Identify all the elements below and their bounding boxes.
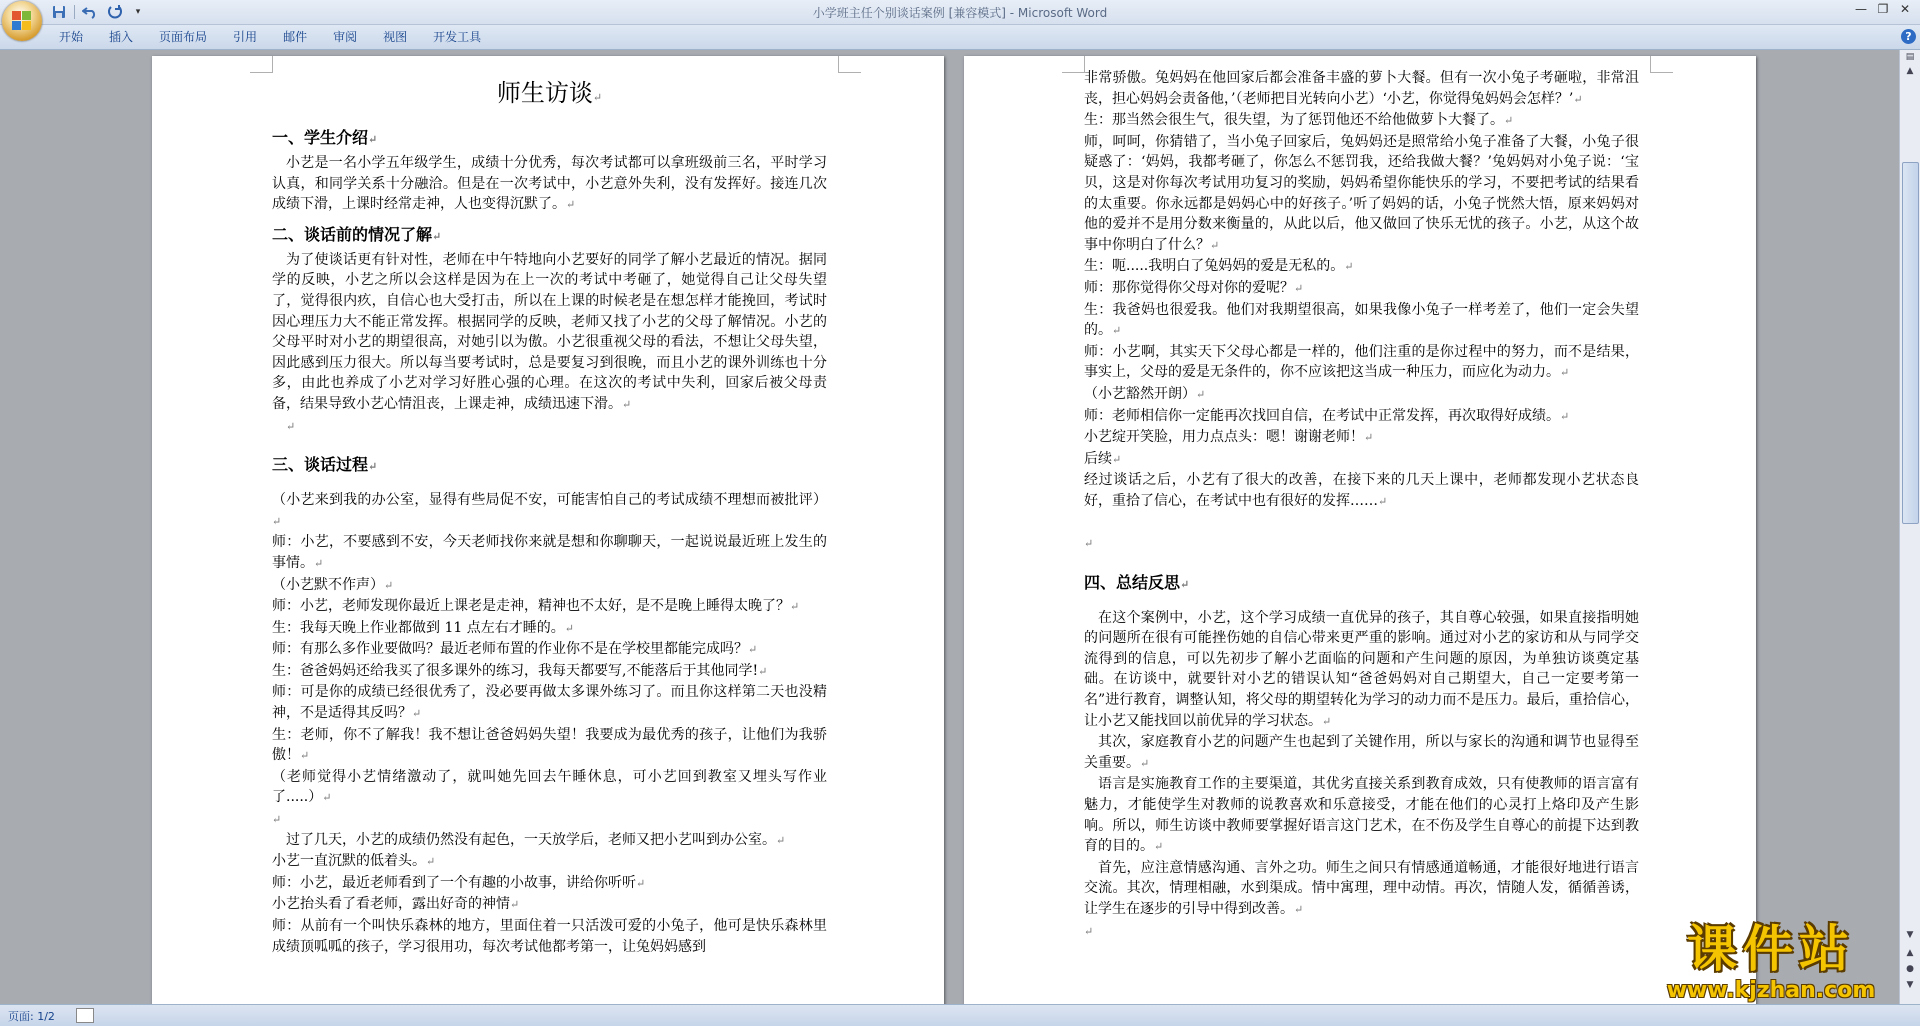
dialog-line: 师：小艺，最近老师看到了一个有趣的小故事，讲给你听听↵	[272, 874, 646, 891]
next-page-icon[interactable]: ▼	[1906, 980, 1914, 990]
previous-page-icon[interactable]: ▲	[1906, 948, 1914, 958]
page-2-content	[1084, 68, 1639, 941]
scroll-up-icon[interactable]: ▲	[1906, 66, 1914, 76]
margin-corner-mark	[1650, 56, 1673, 73]
dialog-line: 师：那你觉得你父母对你的爱呢？↵	[1084, 279, 1304, 296]
dialog-line: 师：小艺，不要感到不安，今天老师找你来就是想和你聊聊天，一起说说最近班上发生的事情。↵	[272, 534, 827, 571]
dialog-line: 生：我每天晚上作业都做到 11 点左右才睡的。↵	[272, 619, 574, 636]
minimize-button[interactable]: —	[1855, 2, 1867, 16]
spacer	[1084, 554, 1639, 564]
section-heading: 二、谈话前的情况了解↵	[272, 224, 442, 244]
document-page-1[interactable]	[152, 56, 944, 1006]
ribbon-tab[interactable]: 审阅	[333, 30, 358, 44]
section-heading: 四、总结反思↵	[1084, 572, 1190, 592]
ruler-toggle-icon[interactable]: ▤	[1905, 52, 1915, 62]
spacer	[272, 480, 827, 490]
ribbon-tab[interactable]: 视图	[383, 30, 408, 44]
dialog-line: 生：我爸妈也很爱我。他们对我期望很高，如果我像小兔子一样考差了，他们一定会失望的。↵	[1084, 301, 1639, 339]
section-heading: 一、学生介绍↵	[272, 128, 378, 147]
watermark-url: www.kjzhan.com	[1666, 978, 1876, 1003]
paragraph: 非常骄傲。兔妈妈在他回家后都会准备丰盛的萝卜大餐。但有一次小兔子考砸啦，非常沮丧，担心妈妈会责备他，’（老师把目光转向小艺）‘小艺，你觉得兔妈妈会怎样？’↵	[1084, 70, 1639, 107]
spacer	[1084, 598, 1639, 608]
save-icon[interactable]	[50, 3, 68, 21]
watermark-logo	[1646, 920, 1896, 1010]
dialog-line: 小艺一直沉默的低着头。↵	[272, 853, 436, 870]
margin-corner-mark	[1062, 56, 1085, 73]
paragraph: 其次，家庭教育小艺的问题产生也起到了关键作用，所以与家长的沟通和调节也显得至关重要。↵	[1084, 734, 1639, 771]
customize-qat-button[interactable]: ▾	[135, 7, 141, 17]
help-icon[interactable]: ?	[1901, 29, 1916, 44]
page-1-content	[272, 70, 827, 957]
dialog-line: 师：小艺，老师发现你最近上课老是走神，精神也不太好，是不是晚上睡得太晚了？↵	[272, 598, 800, 615]
window-controls	[1850, 0, 1916, 18]
dialog-line: 师：小艺啊，其实天下父母心都是一样的，他们注重的是你过程中的努力，而不是结果，事实上，父母的爱是无条件的，你不应该把这当成一种压力，而应化为动力。↵	[1084, 343, 1639, 381]
section-heading: 三、谈话过程↵	[272, 455, 378, 475]
dialog-line: 小艺抬头看了看老师，露出好奇的神情↵	[272, 896, 520, 913]
scrollbar-thumb[interactable]	[1902, 162, 1919, 524]
document-title: 师生访谈↵	[496, 79, 603, 107]
ribbon-tab-bar	[0, 25, 1920, 50]
dialog-line: 经过谈话之后，小艺有了很大的改善，在接下来的几天上课中，老师都发现小艺状态良好，重拾了信心，在考试中也有很好的发挥……↵	[1084, 472, 1639, 509]
dialog-line: 师，呵呵，你猜错了，当小兔子回家后，兔妈妈还是照常给小兔子准备了大餐，小兔子很疑惑了：‘妈妈，我都考砸了，你怎么不惩罚我，还给我做大餐？’兔妈妈对小兔子说：‘宝贝，这是对你每次考试用功复习的奖励，妈妈希望你能快乐的学习，不要把考试的结果看的太重要。你永远都是妈妈心中的好孩子。’听了妈妈的话，小兔子恍然大悟，原来妈妈对他的爱并不是用分数来衡量的，从此以后，他又做回了快乐无忧的孩子。小艺，从这个故事中你明白了什么？↵	[1084, 133, 1639, 253]
scroll-down-icon[interactable]: ▼	[1906, 930, 1914, 940]
paragraph: 首先，应注意情感沟通、言外之功。师生之间只有情感通道畅通，才能很好地进行语言交流。其次，情理相融，水到渠成。情中寓理，理中动情。再次，情随人发，循循善诱，让学生在逐步的引导中得到改善。↵	[1084, 859, 1639, 917]
title-bar	[0, 0, 1920, 25]
dialog-line: （老师觉得小艺情绪激动了，就叫她先回去午睡休息，可小艺回到教室又埋头写作业了.....）↵	[272, 768, 827, 806]
dialog-line: 后续↵	[1084, 450, 1122, 467]
empty-paragraph: ↵	[272, 813, 282, 827]
redo-icon[interactable]	[105, 3, 123, 21]
dialog-line: （小艺豁然开朗）↵	[1084, 385, 1206, 402]
document-page-2[interactable]	[964, 56, 1756, 1006]
ribbon-tabs	[46, 25, 494, 49]
dialog-line: 师：有那么多作业要做吗？最近老师布置的作业你不是在学校里都能完成吗？↵	[272, 641, 758, 658]
ribbon-tab[interactable]: 邮件	[283, 30, 308, 44]
spacer	[272, 436, 827, 446]
dialog-line: 师：老师相信你一定能再次找回自信，在考试中正常发挥，再次取得好成绩。↵	[1084, 407, 1570, 424]
empty-paragraph	[1084, 512, 1639, 533]
ribbon-tab[interactable]: 引用	[233, 30, 258, 44]
dialog-line: 师：可是你的成绩已经很优秀了，没必要再做太多课外练习了。而且你这样第二天也没精神，不是适得其反吗？↵	[272, 684, 827, 722]
undo-icon[interactable]	[81, 3, 99, 21]
window-title: 小学班主任个别谈话案例 [兼容模式] - Microsoft Word	[812, 6, 1108, 20]
document-area	[0, 50, 1900, 1004]
macro-record-icon[interactable]	[76, 1008, 94, 1023]
quick-access-toolbar	[50, 3, 147, 21]
empty-paragraph: ↵	[1084, 924, 1094, 938]
select-browse-object-icon[interactable]: ●	[1906, 964, 1914, 974]
paragraph: 语言是实施教育工作的主要渠道，其优劣直接关系到教育成效，只有使教师的语言富有魅力，才能使学生对教师的说教喜欢和乐意接受，才能在他们的心灵打上烙印及产生影响。所以，师生访谈中教师要掌握好语言这门艺术，在不伤及学生自尊心的前提下达到教育的目的。↵	[1084, 776, 1639, 855]
margin-corner-mark	[838, 56, 861, 73]
paragraph: 过了几天，小艺的成绩仍然没有起色，一天放学后，老师又把小艺叫到办公室。↵	[286, 831, 786, 848]
office-button[interactable]	[2, 1, 42, 41]
office-logo-icon	[12, 11, 32, 31]
dialog-line: 生：那当然会很生气，很失望，为了惩罚他还不给他做萝卜大餐了。↵	[1084, 112, 1514, 129]
dialog-line: （小艺默不作声）↵	[272, 576, 394, 593]
paragraph: 小艺是一名小学五年级学生，成绩十分优秀，每次考试都可以拿班级前三名，平时学习认真，和同学关系十分融洽。但是在一次考试中，小艺意外失利，没有发挥好。接连几次成绩下滑，上课时经常走神，人也变得沉默了。↵	[272, 155, 827, 213]
dialog-line: 小艺绽开笑脸，用力点点头：嗯！谢谢老师！↵	[1084, 429, 1374, 446]
dialog-line: 生：呃.....我明白了兔妈妈的爱是无私的。↵	[1084, 258, 1354, 275]
status-bar	[0, 1004, 1920, 1026]
restore-button[interactable]: ❐	[1877, 2, 1889, 16]
vertical-scrollbar[interactable]	[1899, 50, 1920, 1004]
paragraph: 在这个案例中，小艺，这个学习成绩一直优异的孩子，其自尊心较强，如果直接指明她的问题所在很有可能挫伤她的自信心带来更严重的影响。通过对小艺的家访和从与同学交流得到的信息，可以先初步了解小艺面临的问题和产生问题的原因，为单独访谈奠定基础。在访谈中，就要针对小艺的错误认知“爸爸妈妈对自己期望大，自己一定要考第一名”进行教育，调整认知，将父母的期望转化为学习的动力而不是压力。最后，重拾信心，让小艺又能找回以前优异的学习状态。↵	[1084, 609, 1639, 729]
empty-paragraph: ↵	[286, 419, 296, 433]
dialog-line: 生：爸爸妈妈还给我买了很多课外的练习，我每天都要写,不能落后于其他同学!↵	[272, 662, 768, 679]
ribbon-tab[interactable]: 开发工具	[433, 30, 482, 44]
close-button[interactable]: ✕	[1899, 2, 1911, 16]
toolbar-divider	[74, 5, 75, 19]
page-indicator[interactable]: 页面: 1/2	[8, 1010, 55, 1023]
dialog-line: （小艺来到我的办公室，显得有些局促不安，可能害怕自己的考试成绩不理想而被批评）↵	[272, 492, 827, 528]
ribbon-tab[interactable]: 开始	[59, 30, 84, 44]
empty-paragraph: ↵	[1084, 537, 1094, 551]
paragraph: 为了使谈话更有针对性，老师在中午特地向小艺要好的同学了解小艺最近的情况。据同学的反映，小艺之所以会这样是因为在上一次的考试中考砸了，她觉得自己让父母失望了，觉得很内疚，自信心也大受打击，所以在上课的时候老是在想怎样才能挽回，考试时因心理压力大不能正常发挥。根据同学的反映，老师又找了小艺的父母了解情况。小艺的父母平时对小艺的期望很高，对她引以为傲。小艺很重视父母的看法，不想让父母失望，因此感到压力很大。所以每当要考试时，总是要复习到很晚，而且小艺的课外训练也十分多，由此也养成了小艺对学习好胜心强的心理。在这次的考试中失利，回家后被父母责备，结果导致小艺心情沮丧，上课走神，成绩迅速下滑。↵	[272, 251, 827, 412]
ribbon-tab[interactable]: 页面布局	[159, 30, 208, 44]
dialog-line: 师：从前有一个叫快乐森林的地方，里面住着一只活泼可爱的小兔子，他可是快乐森林里成绩顶呱呱的孩子，学习很用功，每次考试他都考第一，让兔妈妈感到	[272, 918, 827, 955]
margin-corner-mark	[250, 56, 273, 73]
ribbon-tab[interactable]: 插入	[109, 30, 134, 44]
dialog-line: 生：老师，你不了解我！我不想让爸爸妈妈失望！我要成为最优秀的孩子，让他们为我骄傲！↵	[272, 726, 827, 764]
watermark-text: 课件站	[1687, 920, 1855, 978]
